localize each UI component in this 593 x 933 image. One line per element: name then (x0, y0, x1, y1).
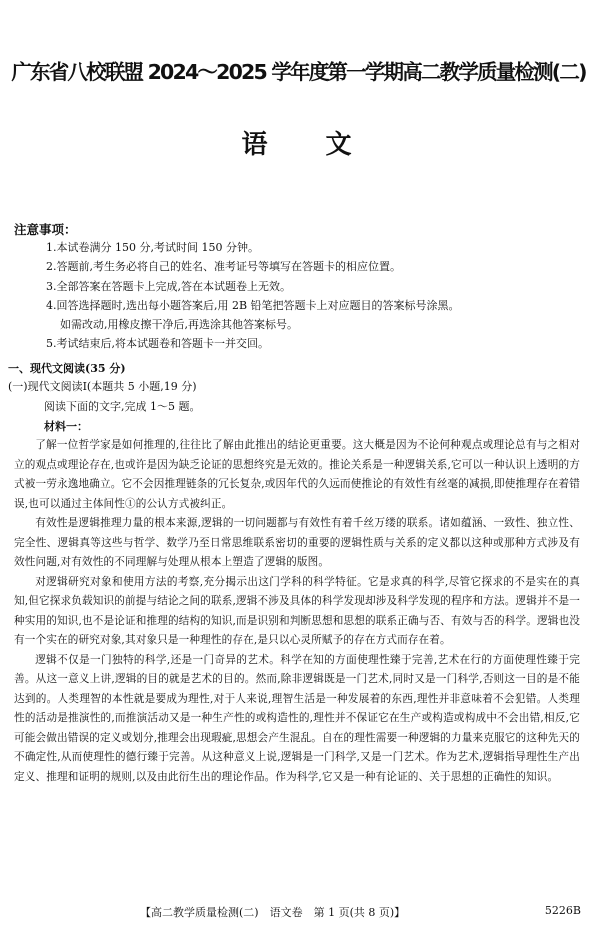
passage-paragraph: 逻辑不仅是一门独特的科学,还是一门奇异的艺术。科学在知的方面使理性臻于完善,艺术在行的方面使理性臻于完善。从这一意义上讲,逻辑的目的就是艺术的目的。然而,除非逻辑既是一门艺术,同时又是一门科学,否则这一目的是不能达到的。人类理智的本性就是要成为理性,对于人来说,理智生活是一种发展着的东西,理性并非意味着不会犯错。人类理性的活动是推演性的,而推演活动又是一种生产性的或构造性的,理性并不保证它在生产或构造或构成中不会出错,相反,它可能会做出错误的定义或划分,推理会出现瑕疵,思想会产生混乱。自在的理性需要一种逻辑的力量来克服它的这种先天的不确定性,从而使理性的德行臻于完善。从这种意义上说,逻辑是一门科学,又是一门艺术。作为艺术,逻辑指导理性生产出定义、推理和证明的规则,以及由此衍生出的理论作品。作为科学,它又是一种有论证的、关于思想的正确性的知识。 (14, 653, 580, 783)
reading-passage (14, 436, 580, 787)
footer-code: 5226B (544, 904, 581, 917)
section-instruction: 阅读下面的文字,完成 1～5 题。 (44, 400, 201, 413)
notice-list (46, 238, 586, 354)
section-heading: 一、现代文阅读(35 分) (8, 362, 126, 375)
footer-label: 【高二教学质量检测(二) 语文卷 第 1 页(共 8 页)】 (140, 906, 406, 919)
notice-item: 4.回答选择题时,选出每小题答案后,用 2B 铅笔把答题卡上对应题目的答案标号涂黑。 (46, 298, 460, 312)
notice-item: 如需改动,用橡皮擦干净后,再选涂其他答案标号。 (60, 318, 298, 332)
passage-paragraph: 有效性是逻辑推理力量的根本来源,逻辑的一切问题都与有效性有着千丝万缕的联系。诸如蕴涵、一致性、独立性、完全性、逻辑真等这些与哲学、数学乃至日常思维联系密切的重要的逻辑性质与关系的定义都以这种或那种方式涉及有效性问题,对有效性的不同理解与处理从根本上塑造了逻辑的版图。 (14, 517, 580, 568)
notice-heading: 注意事项： (14, 222, 77, 237)
passage-paragraph: 了解一位哲学家是如何推理的,往往比了解由此推出的结论更重要。这大概是因为不论何种观点或理论总有与之相对立的观点或理论存在,也或许是因为缺乏论证的思想终究是无效的。推论关系是一种逻辑关系,它可以一种认识上透明的方式被一劳永逸地确立。它不会因推理链条的冗长复杂,或因年代的久远而使推论的有效性有丝毫的减损,即使推理存在着错误,也可以通过主体间性①的公认方式被纠正。 (14, 439, 580, 510)
page-title: 广东省八校联盟 2024～2025 学年度第一学期高二教学质量检测(二) (11, 60, 586, 84)
notice-item: 3.全部答案在答题卡上完成,答在本试题卷上无效。 (46, 279, 291, 293)
notice-item: 1.本试卷满分 150 分,考试时间 150 分钟。 (46, 241, 259, 254)
passage-paragraph: 对逻辑研究对象和使用方法的考察,充分揭示出这门学科的科学特征。它是求真的科学,尽管它探求的不是实在的真知,但它探求负载知识的前提与结论之间的联系,逻辑不涉及具体的科学发现却涉及科学发现的程序和方法。逻辑并不是一种实用的知识,也不是论证和推理的结构的知识,而是识别和判断思想和思想的联系正确与否、有效与否的科学。逻辑也没有一个实在的研究对象,其对象只是一种理性的存在,是只以心灵所赋予的存在方式而存在着。 (14, 575, 580, 646)
section-subheading: (一)现代文阅读Ⅰ(本题共 5 小题,19 分) (8, 380, 197, 393)
notice-item: 5.考试结束后,将本试题卷和答题卡一并交回。 (46, 337, 269, 351)
notice-item: 2.答题前,考生务必将自己的姓名、准考证号等填写在答题卡的相应位置。 (46, 260, 401, 274)
material-label: 材料一： (44, 420, 88, 433)
subject-title: 语文 (241, 130, 410, 160)
